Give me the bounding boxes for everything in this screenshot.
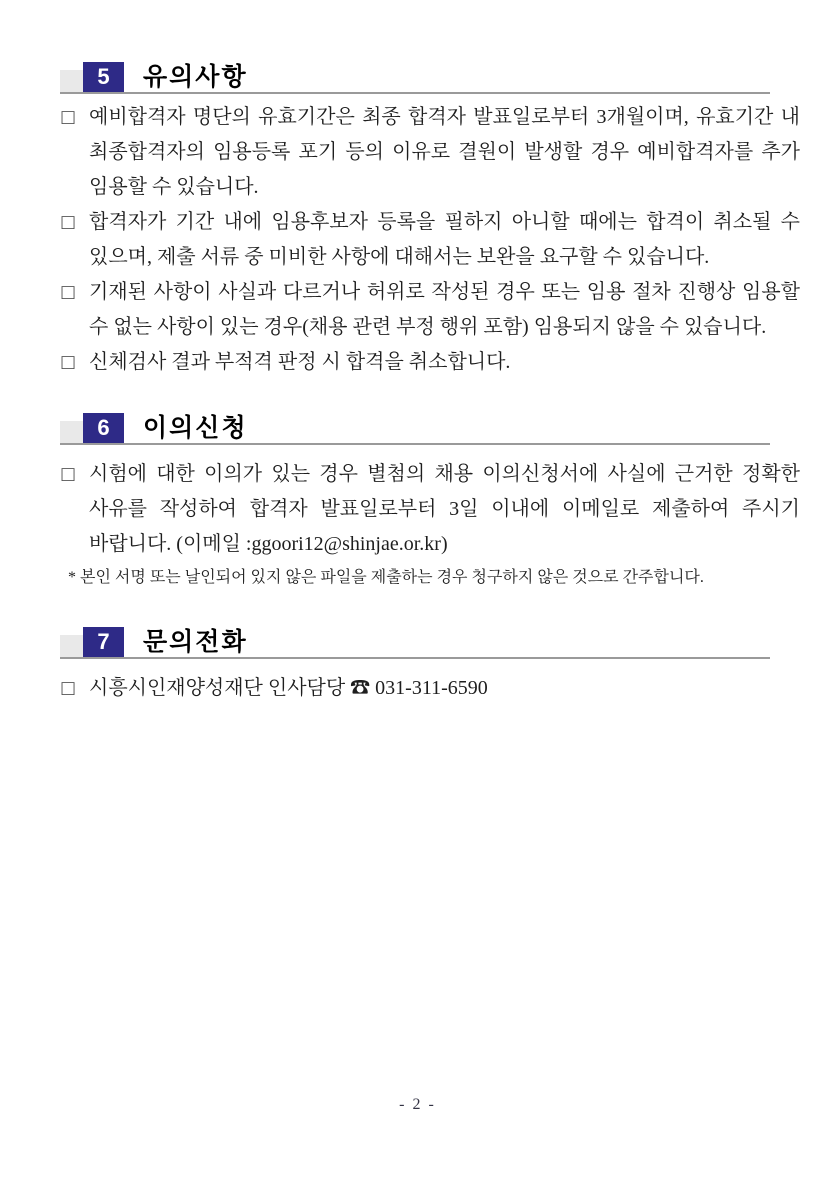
list-item — [60, 457, 800, 562]
organization-name: 시흥시인재양성재단 인사담당 — [89, 677, 346, 699]
checkbox-bullet-icon: □ — [60, 212, 77, 232]
checkbox-bullet-icon: □ — [60, 352, 77, 372]
section-7-items — [60, 671, 800, 706]
list-item-text: 신체검사 결과 부적격 판정 시 합격을 취소합니다. — [89, 351, 511, 373]
phone-icon: ☎ — [350, 677, 371, 699]
page-number: - 2 - — [399, 1096, 436, 1113]
header-accent-bar — [60, 635, 83, 657]
list-item-text: 합격자가 기간 내에 임용후보자 등록을 필하지 아니할 때에는 합격이 취소될 수 있으며, 제출 서류 중 미비한 사항에 대해서는 보완을 요구할 수 있습니다. — [89, 211, 800, 268]
phone-number: 031-311-6590 — [375, 677, 488, 699]
section-5-items — [60, 100, 800, 380]
list-item-text: 기재된 사항이 사실과 다르거나 허위로 작성된 경우 또는 임용 절차 진행상 임용할 수 없는 사항이 있는 경우(채용 관련 부정 행위 포함) 임용되지 않을 수 있습니다. — [89, 281, 800, 338]
checkbox-bullet-icon: □ — [60, 678, 77, 698]
section-number-badge — [83, 627, 124, 657]
section-title: 문의전화 — [143, 628, 248, 656]
section-header-6 — [60, 412, 770, 445]
list-item — [60, 345, 800, 380]
section-header-5 — [60, 61, 770, 94]
contact-line — [89, 671, 800, 706]
list-item-text: 시험에 대한 이의가 있는 경우 별첨의 채용 이의신청서에 사실에 근거한 정확한 사유를 작성하여 합격자 발표일로부터 3일 이내에 이메일로 제출하여 주시기 바랍니다. (이메일 :ggoori12@shinjae.or.kr) — [89, 463, 800, 555]
footnote: * 본인 서명 또는 날인되어 있지 않은 파일을 제출하는 경우 청구하지 않은 것으로 간주합니다. — [68, 569, 704, 586]
checkbox-bullet-icon: □ — [60, 464, 77, 484]
document-content — [60, 61, 800, 706]
list-item — [60, 100, 800, 205]
checkbox-bullet-icon: □ — [60, 107, 77, 127]
checkbox-bullet-icon: □ — [60, 282, 77, 302]
section-number-badge — [83, 62, 124, 92]
list-item — [60, 671, 800, 706]
section-6-items — [60, 457, 800, 593]
section-number: 6 — [97, 415, 110, 440]
section-header-7 — [60, 626, 770, 659]
section-title: 유의사항 — [143, 63, 248, 91]
list-item-text: 예비합격자 명단의 유효기간은 최종 합격자 발표일로부터 3개월이며, 유효기간 내 최종합격자의 임용등록 포기 등의 이유로 결원이 발생할 경우 예비합격자를 추가 임용할 수 있습니다. — [89, 106, 800, 198]
list-item — [60, 205, 800, 275]
section-title: 이의신청 — [143, 414, 248, 442]
list-item — [60, 275, 800, 345]
section-number: 5 — [97, 64, 110, 89]
header-accent-bar — [60, 70, 83, 92]
section-number: 7 — [97, 629, 110, 654]
section-number-badge — [83, 413, 124, 443]
header-accent-bar — [60, 421, 83, 443]
